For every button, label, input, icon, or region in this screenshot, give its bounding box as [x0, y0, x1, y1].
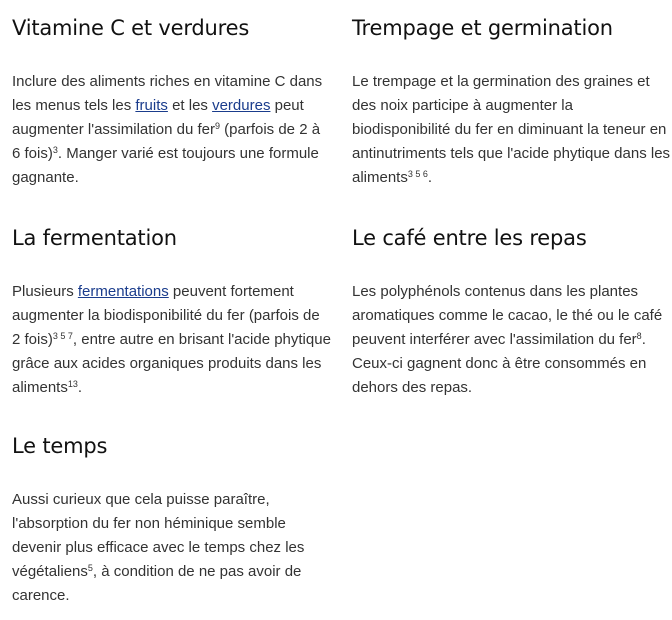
text-fragment: peuvent fortement augmenter la biodisponibilité du fer (parfois de 2 fois) [12, 283, 320, 348]
text-fragment: Aussi curieux que cela puisse paraître, l'absorption du fer non héminique semble devenir plus efficace avec le temps chez les végétaliens [12, 491, 305, 580]
section-text [352, 280, 672, 400]
text-fragment: . Ceux-ci gagnent donc à être consommés en dehors des repas. [352, 331, 647, 396]
section-cafe [352, 224, 663, 396]
text-fragment: peut augmenter l'assimilation du fer [12, 97, 304, 138]
section-temps [12, 432, 322, 604]
text-fragment: Les polyphénols contenus dans les plantes aromatiques comme le cacao, le thé ou le café peuvent interférer avec l'assimilation du fer [352, 283, 663, 348]
text-fragment: . [77, 379, 83, 396]
section-text [12, 488, 332, 608]
text-fragment: Inclure des aliments riches en vitamine C dans les menus tels les [12, 73, 323, 114]
section-title: Vitamine C et verdures [12, 16, 250, 40]
text-fragment: Le trempage et la germination des graines et des noix participe à augmenter la biodisponibilité du fer en diminuant la teneur en antinutriments tels que l'acide phytique dans les aliments [352, 73, 671, 186]
section-fermentation [12, 224, 331, 396]
footnote-ref: 3 [52, 145, 58, 155]
section-vitamine-c [12, 14, 323, 186]
footnote-ref: 5 [87, 563, 93, 573]
footnote-ref: 13 [67, 379, 78, 389]
footnote-ref: 3 5 7 [52, 331, 73, 341]
fermentations-link[interactable]: fermentations [77, 283, 169, 300]
section-text [12, 280, 332, 400]
text-fragment: . [427, 169, 433, 186]
verdures-link[interactable]: verdures [212, 97, 271, 114]
section-title: Le temps [12, 434, 108, 458]
section-title: La fermentation [12, 226, 177, 250]
text-fragment: et les [167, 97, 213, 114]
text-fragment: , à condition de ne pas avoir de carence. [12, 563, 302, 604]
footnote-ref: 9 [214, 121, 220, 131]
text-fragment: Plusieurs [12, 283, 78, 300]
fruits-link[interactable]: fruits [135, 97, 168, 114]
footnote-ref: 8 [636, 331, 642, 341]
text-fragment: , entre autre en brisant l'acide phytique grâce aux acides organiques produits dans les aliments [12, 331, 331, 396]
section-text [12, 70, 332, 190]
section-title: Le café entre les repas [352, 226, 587, 250]
text-fragment: . Manger varié est toujours une formule gagnante. [12, 145, 319, 186]
section-title: Trempage et germination [352, 16, 613, 40]
section-trempage [352, 14, 671, 186]
footnote-ref: 3 5 6 [407, 169, 428, 179]
section-text [352, 70, 672, 190]
text-fragment: (parfois de 2 à 6 fois) [12, 121, 321, 162]
